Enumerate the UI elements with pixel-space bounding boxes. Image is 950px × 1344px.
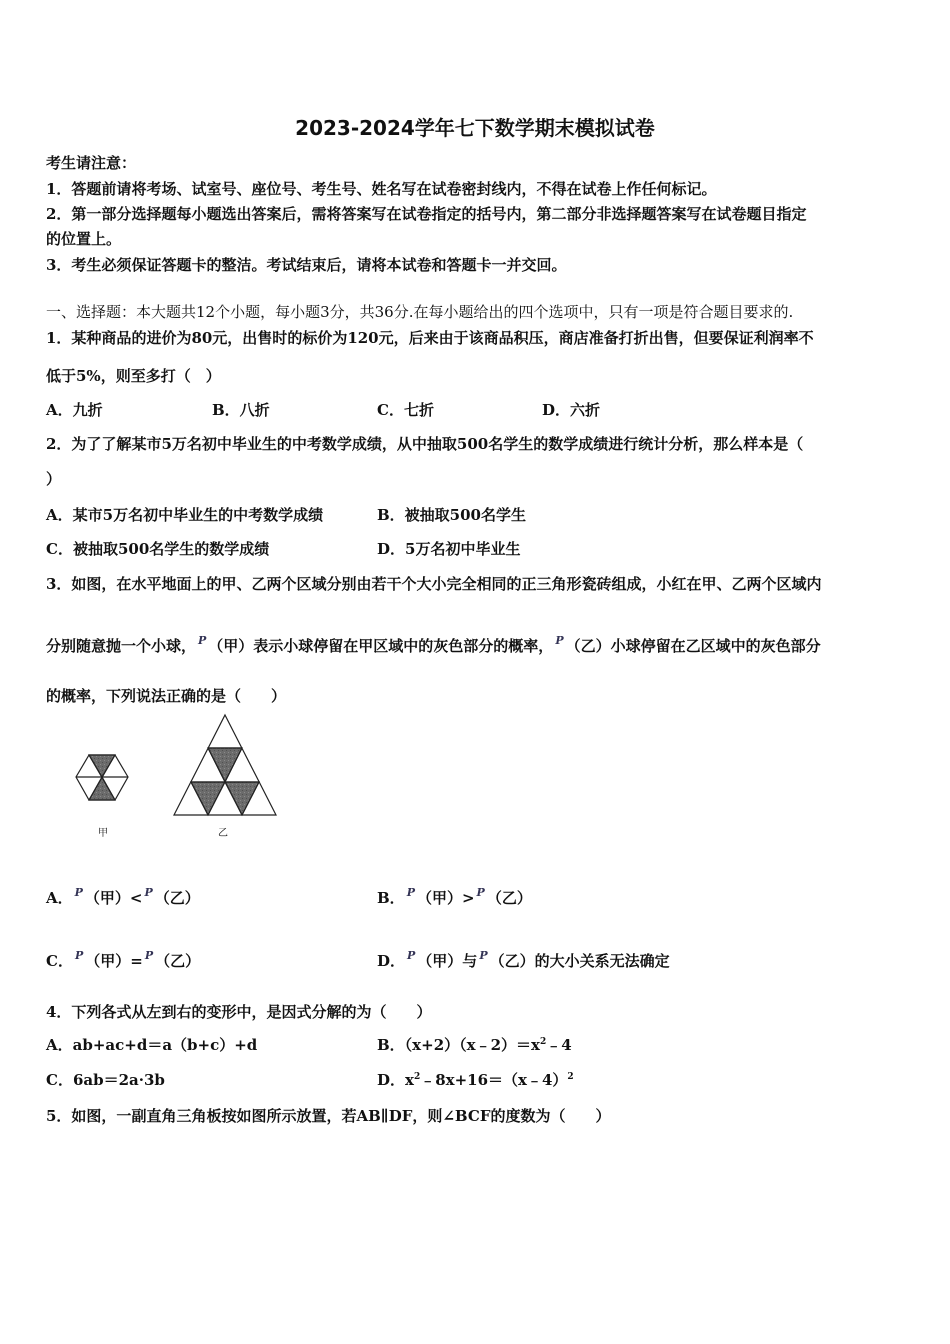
triangle-yi [174,715,276,815]
q1-line1: 1．某种商品的进价为80元，出售时的标价为120元，后来由于该商品积压，商店准备打折出售，但要保证利润率不 [46,329,814,347]
q3-line1: 3．如图，在水平地面上的甲、乙两个区域分别由若干个大小完全相同的正三角形瓷砖组成，小红在甲、乙两个区域内 [46,575,822,593]
q1-option-b: B．八折 [212,401,270,419]
q3-option-a: A． $^P$ （甲）< $^P$ （乙） [46,886,200,907]
q3-option-b: B． $^P$ （甲）> $^P$ （乙） [377,886,532,907]
fig-label-yi: 乙 [218,828,228,839]
notice-item-3: 3．考生必须保证答题卡的整洁。考试结束后，请将本试卷和答题卡一并交回。 [46,256,567,274]
fig-label-jia: 甲 [98,828,108,839]
q1-option-d: D．六折 [542,401,601,419]
q2-option-d: D．5万名初中毕业生 [377,540,521,558]
q2-line1: 2．为了了解某市5万名初中毕业生的中考数学成绩，从中抽取500名学生的数学成绩进行统计分析，那么样本是（ [46,435,804,453]
q4-option-a: A．ab+ac+d＝a（b+c）+d [46,1036,258,1054]
notice-item-1: 1．答题前请将考场、试室号、座位号、考生号、姓名写在试卷密封线内，不得在试卷上作任何标记。 [46,180,717,198]
q1-option-a: A．九折 [46,401,103,419]
notice-heading: 考生请注意： [46,154,137,172]
q2-line2: ） [46,470,62,488]
q3-line2: 分别随意抛一个小球， $^P$ （甲）表示小球停留在甲区域中的灰色部分的概率， $^P$ （乙）小球停留在乙区域中的灰色部分 [46,634,821,655]
section-heading: 一、选择题：本大题共12个小题，每小题3分，共36分.在每小题给出的四个选项中，只有一项是符合题目要求的. [46,303,794,321]
q1-option-c: C．七折 [377,401,434,419]
q1-line2: 低于5%，则至多打（ ） [46,367,221,385]
q4-option-b: B．$(x+2)(x﹣2)=x^2﹣4$ [377,1036,572,1054]
notice-item-2-cont: 的位置上。 [46,230,122,248]
q5-line: 5．如图，一副直角三角板按如图所示放置，若AB∥DF，则∠BCF的度数为（ ） [46,1107,611,1125]
q4-option-d: D．$x^2﹣8x+16=(x﹣4)^2$ [377,1071,574,1089]
hexagon-jia [76,755,128,800]
q2-option-a: A．某市5万名初中毕业生的中考数学成绩 [46,506,324,524]
q4-line: 4．下列各式从左到右的变形中，是因式分解的为（ ） [46,1003,432,1021]
notice-item-2: 2．第一部分选择题每小题选出答案后，需将答案写在试卷指定的括号内，第二部分非选择题答案写在试卷题目指定 [46,205,807,223]
q2-option-c: C．被抽取500名学生的数学成绩 [46,540,270,558]
q3-option-d: D． $^P$ （甲）与 $^P$ （乙）的大小关系无法确定 [377,949,670,970]
q4-option-c: C．6ab＝2a·3b [46,1071,165,1089]
q2-option-b: B．被抽取500名学生 [377,506,526,524]
q3-option-c: C． $^P$ （甲）= $^P$ （乙） [46,949,201,970]
page-title: 2023-2024学年七下数学期末模拟试卷 [295,116,655,140]
q3-line3: 的概率，下列说法正确的是（ ） [46,687,287,705]
q3-figure [60,712,280,840]
